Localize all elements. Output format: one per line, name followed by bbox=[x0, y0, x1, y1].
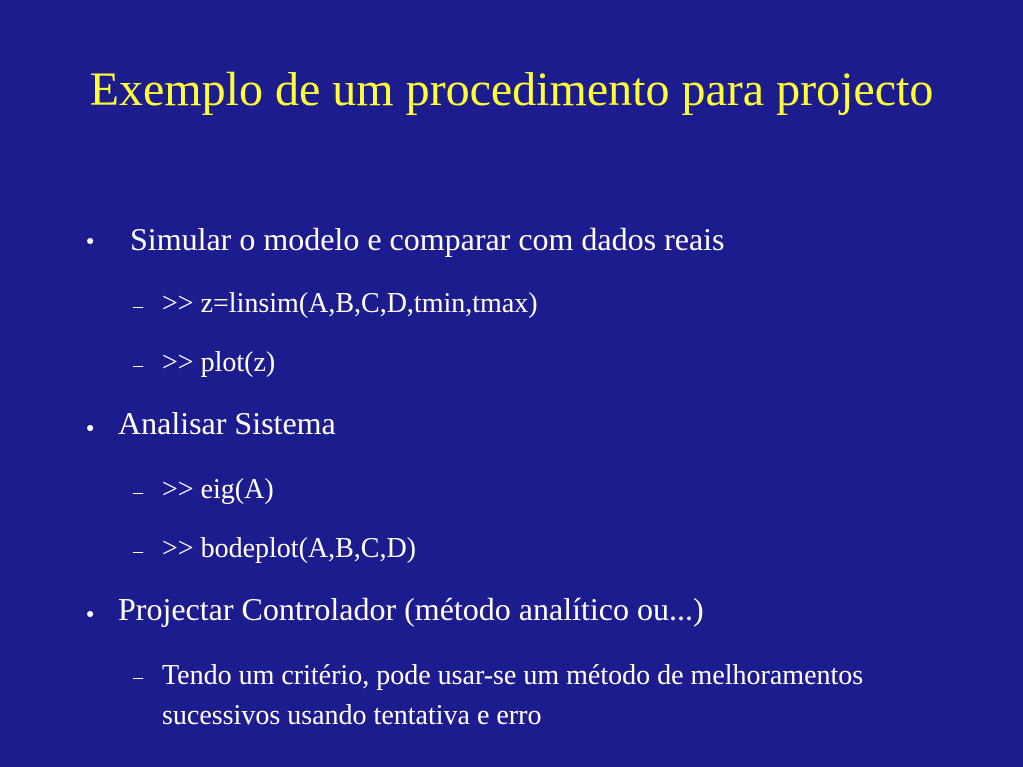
bullet-icon: ● bbox=[86, 234, 95, 249]
sub-item-text: >> bodeplot(A,B,C,D) bbox=[162, 533, 417, 564]
bullet-text: Analisar Sistema bbox=[118, 405, 336, 441]
bullet-icon: ● bbox=[86, 421, 95, 436]
dash-icon: – bbox=[133, 354, 143, 376]
dash-icon: – bbox=[133, 481, 143, 503]
sub-item-text: >> z=linsim(A,B,C,D,tmin,tmax) bbox=[162, 288, 538, 319]
sub-item-text: >> eig(A) bbox=[162, 474, 274, 505]
bullet-icon: ● bbox=[86, 607, 95, 622]
bullet-text: Simular o modelo e comparar com dados reais bbox=[130, 221, 725, 257]
dash-icon: – bbox=[133, 295, 143, 317]
sub-item-text: >> plot(z) bbox=[162, 347, 276, 378]
bullet-text: Projectar Controlador (método analítico ou...) bbox=[118, 591, 704, 627]
slide-title: Exemplo de um procedimento para projecto bbox=[89, 63, 934, 116]
dash-icon: – bbox=[133, 540, 143, 562]
sub-item-text: Tendo um critério, pode usar-se um método de melhoramentos sucessivos usando tentativa e erro bbox=[162, 660, 864, 731]
dash-icon: – bbox=[133, 666, 143, 688]
